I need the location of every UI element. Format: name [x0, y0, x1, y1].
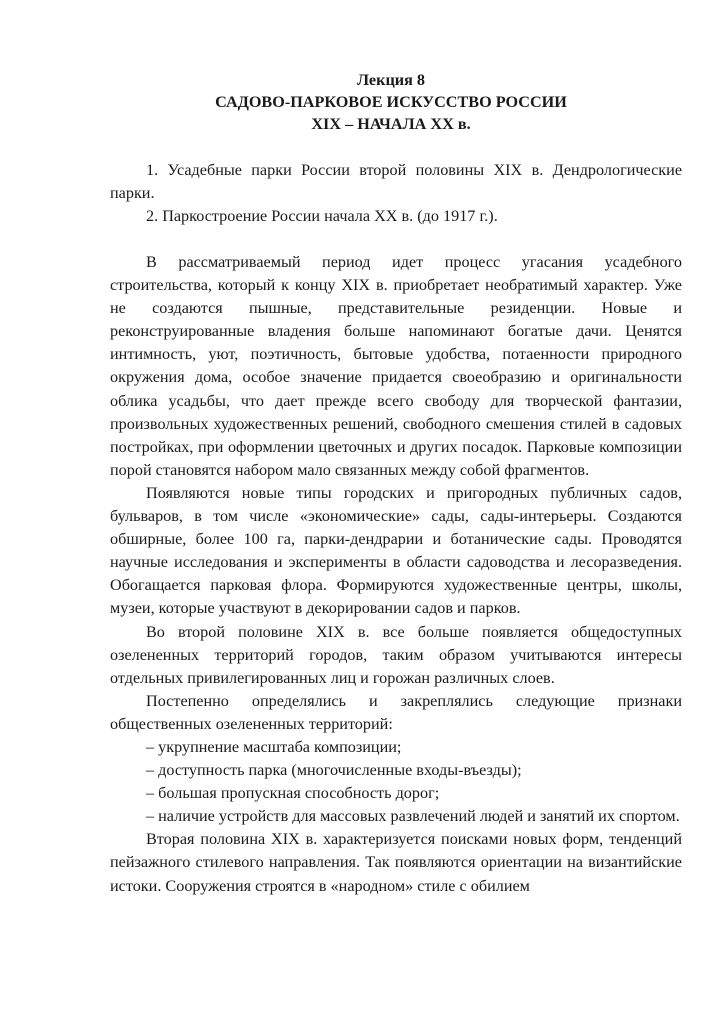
body-paragraph-4: Постепенно определялись и закреплялись следующие признаки общественных озелененных территорий: — [110, 691, 682, 733]
body-paragraph-5: Вторая половина XIX в. характеризуется поисками новых форм, тенденций пейзажного стилевого направления. Так появляются ориентации на византийские истоки. Сооружения строятся в «народном» стиле с обилием — [110, 830, 682, 895]
lecture-title-line-1: САДОВО-ПАРКОВОЕ ИСКУССТВО РОССИИ — [215, 93, 567, 111]
lecture-label: Лекция 8 — [356, 71, 425, 89]
list-item-2: – доступность парка (многочисленные входы-въезды); — [146, 761, 522, 780]
lecture-body — [110, 251, 682, 898]
lecture-title-line-2: XIX – НАЧАЛА XX в. — [311, 115, 471, 133]
lecture-outline — [110, 159, 682, 228]
lecture-header — [100, 69, 682, 135]
list-item-3: – большая пропускная способность дорог; — [146, 784, 440, 803]
body-paragraph-1: В рассматриваемый период идет процесс угасания усадебного строительства, который к концу XIX в. приобретает необратимый характер. Уже не создаются пышные, представительные резиденции. Новые и реконструированные владения больше напоминают богатые дачи. Ценятся интимность, уют, поэтичность, бытовые удобства, потаенности природного окружения дома, особое значение придается своеобразию и оригинальности облика усадьбы, что дает прежде всего свободу для творческой фантазии, произвольных художественных решений, свободного смешения стилей в садовых постройках, при оформлении цветочных и других посадок. Парковые композиции порой становятся набором мало связанных между собой фрагментов. — [110, 253, 682, 479]
body-paragraph-3: Во второй половине XIX в. все больше появляется общедоступных озелененных территорий городов, таким образом учитываются интересы отдельных привилегированных лиц и горожан различных слоев. — [110, 622, 682, 687]
list-item-4: – наличие устройств для массовых развлечений людей и занятий их спортом. — [146, 807, 680, 826]
outline-item-1: 1. Усадебные парки России второй половины XIX в. Дендрологические парки. — [110, 161, 682, 203]
list-item-1: – укрупнение масштаба композиции; — [146, 737, 402, 756]
body-paragraph-2: Появляются новые типы городских и пригородных публичных садов, бульваров, в том числе «экономические» сады, сады-интерьеры. Создаются обширные, более 100 га, парки-дендрарии и ботанические сады. Проводятся научные исследования и эксперименты в области садоводства и лесоразведения. Обогащается парковая флора. Формируются художественные центры, школы, музеи, которые участвуют в декорировании садов и парков. — [110, 483, 682, 618]
outline-item-2: 2. Паркостроение России начала XX в. (до 1917 г.). — [146, 207, 498, 226]
